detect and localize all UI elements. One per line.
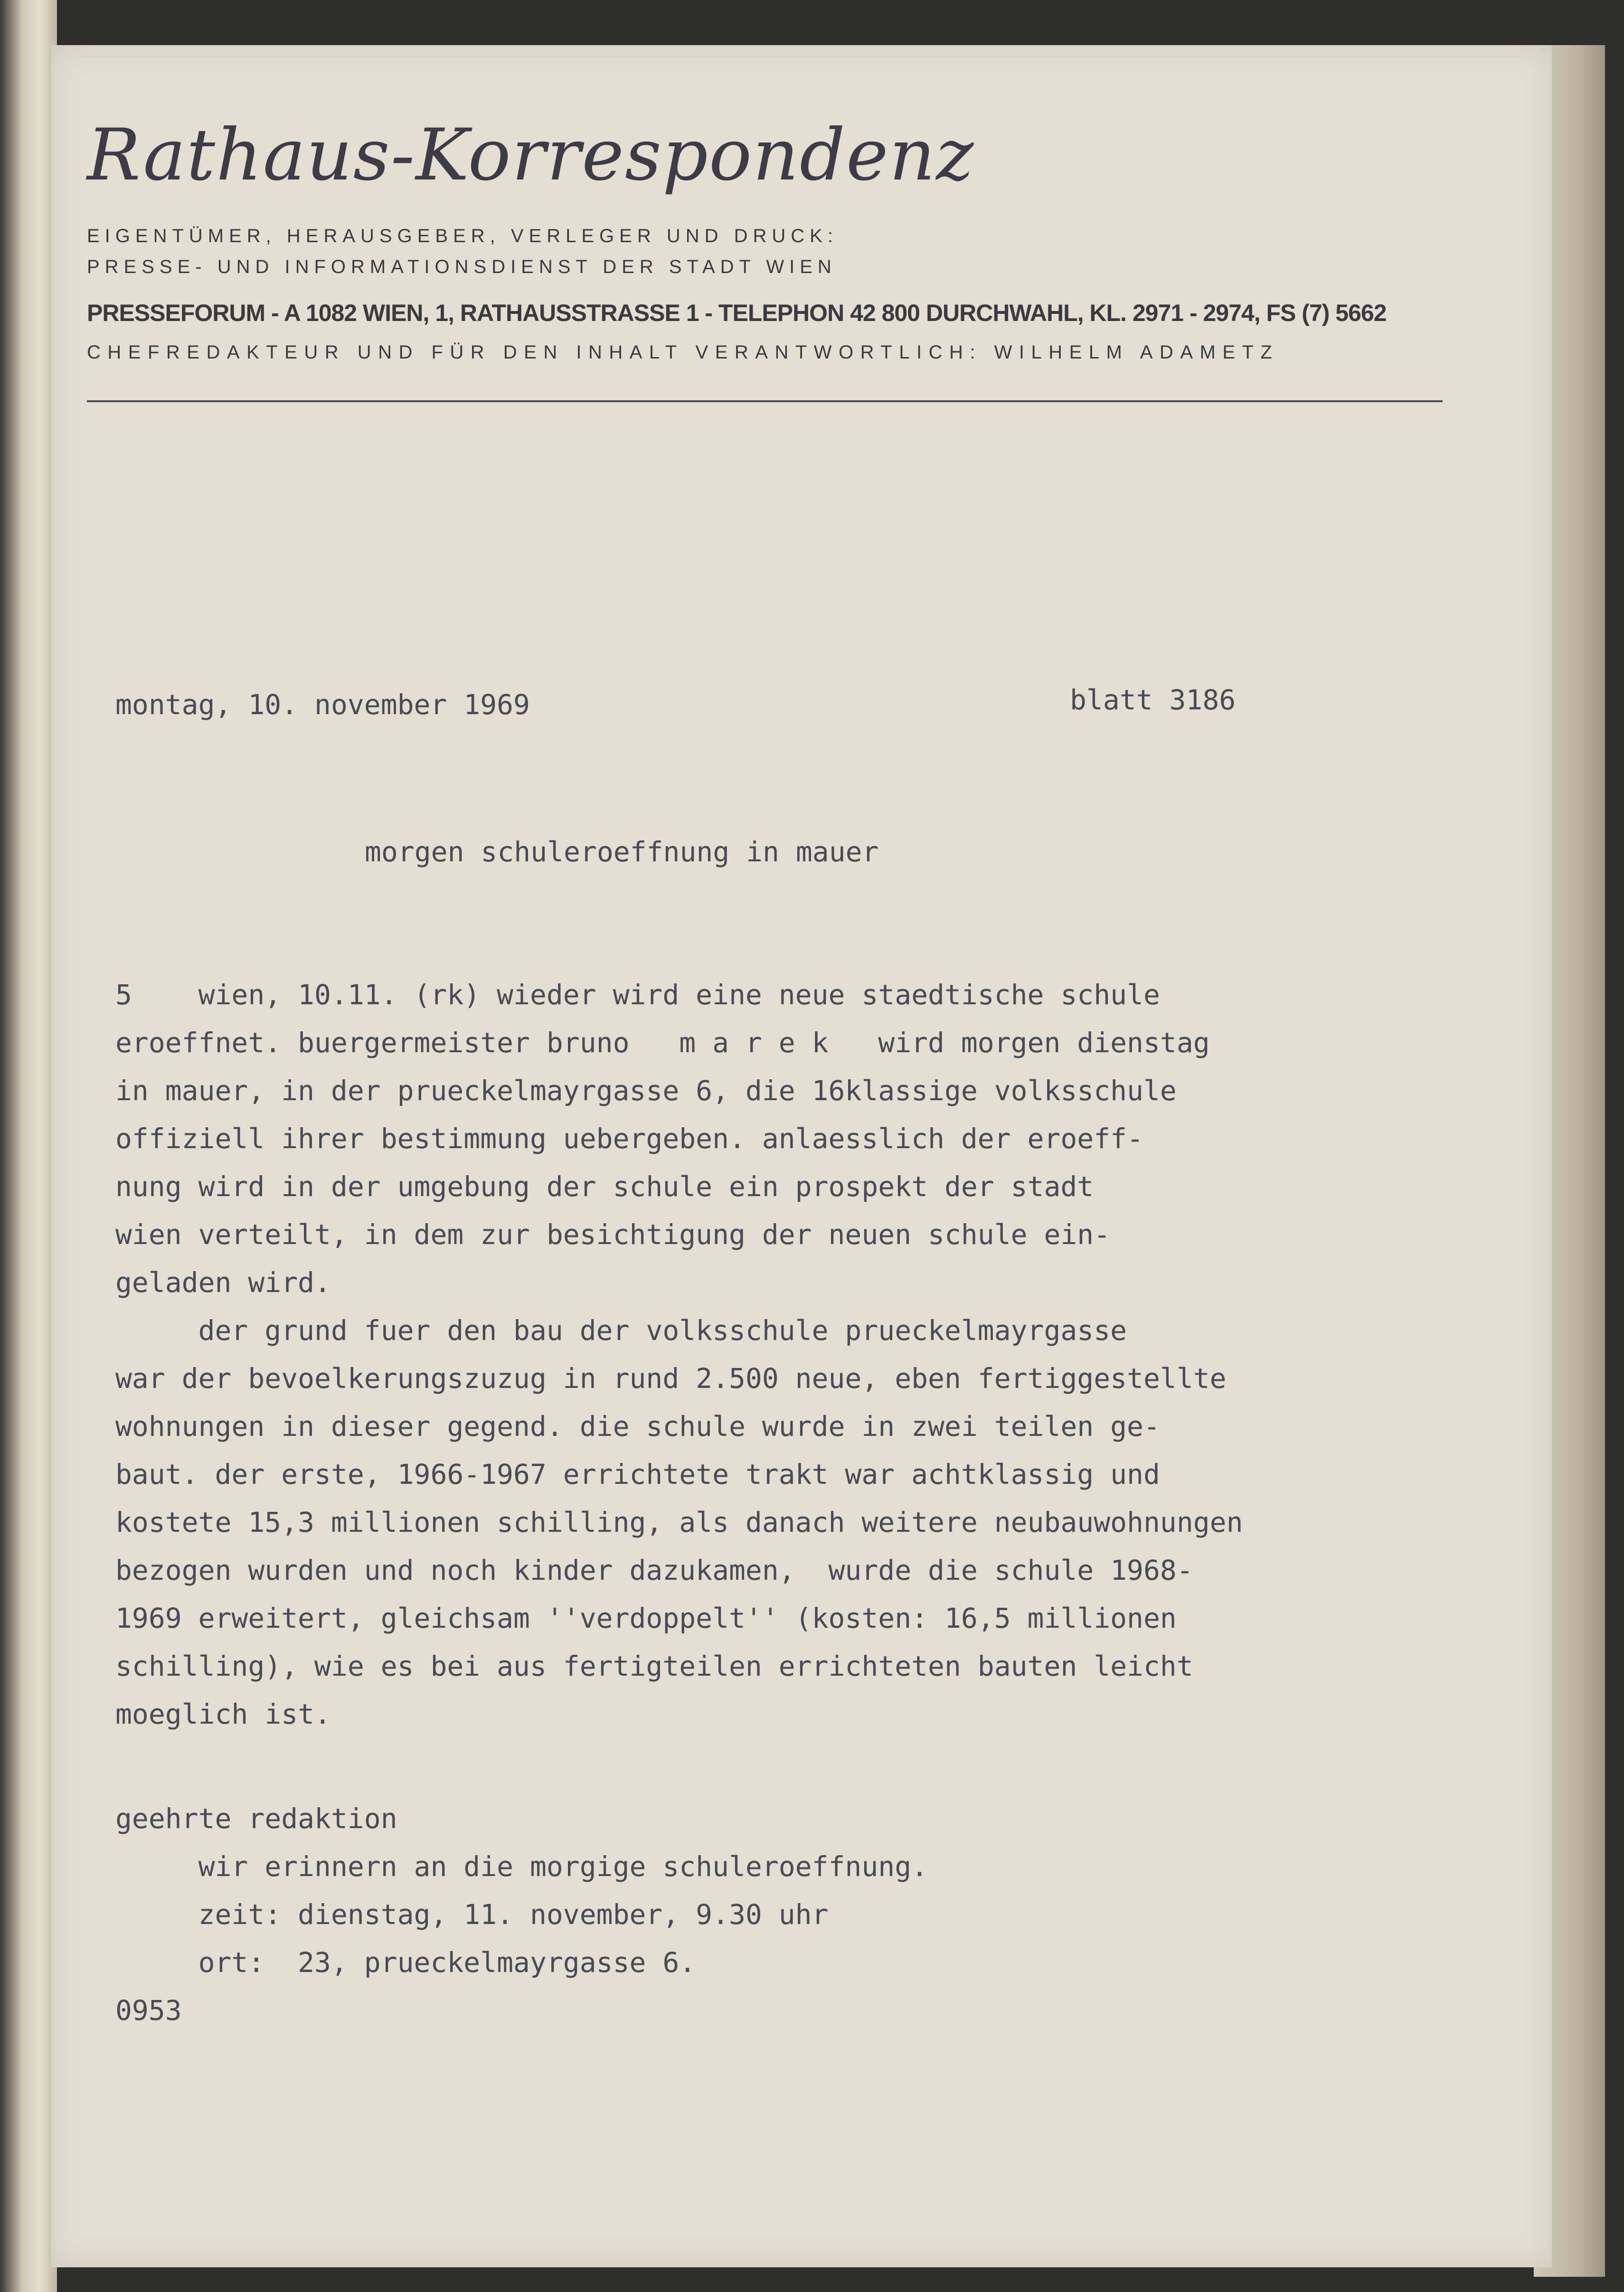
- body-line: kostete 15,3 millionen schilling, als danach weitere neubauwohnungen: [115, 1506, 1243, 1538]
- masthead-address-line: PRESSEFORUM - A 1082 WIEN, 1, RATHAUSSTRASSE 1 - TELEPHON 42 800 DURCHWAHL, KL. 2971 - 2974, FS (7) 5662: [87, 300, 1387, 326]
- body-line: nung wird in der umgebung der schule ein prospekt der stadt: [115, 1170, 1094, 1203]
- notice-salutation: geehrte redaktion: [115, 1802, 397, 1835]
- body-line: 5 wien, 10.11. (rk) wieder wird eine neue staedtische schule: [115, 979, 1160, 1011]
- notice-line: wir erinnern an die morgige schuleroeffnung.: [115, 1850, 928, 1883]
- body-line: 1969 erweitert, gleichsam ''verdoppelt'' (kosten: 16,5 millionen: [115, 1602, 1177, 1634]
- masthead-title: Rathaus-Korrespondenz: [87, 114, 975, 197]
- masthead-editor-line: CHEFREDAKTEUR UND FÜR DEN INHALT VERANTWORTLICH: WILHELM ADAMETZ: [87, 342, 1279, 363]
- masthead-service-line: PRESSE- UND INFORMATIONSDIENST DER STADT WIEN: [87, 256, 837, 277]
- body-line: offiziell ihrer bestimmung uebergeben. anlaesslich der eroeff-: [115, 1122, 1143, 1155]
- article-headline: morgen schuleroeffnung in mauer: [365, 836, 879, 868]
- body-line: moeglich ist.: [115, 1698, 331, 1730]
- masthead-divider: [87, 400, 1443, 402]
- body-line: schilling), wie es bei aus fertigteilen errichteten bauten leicht: [115, 1650, 1193, 1682]
- body-line: eroeffnet. buergermeister bruno m a r e k wird morgen dienstag: [115, 1027, 1210, 1059]
- sheet-number: blatt 3186: [1070, 684, 1236, 716]
- body-line: war der bevoelkerungszuzug in rund 2.500 neue, eben fertiggestellte: [115, 1362, 1227, 1395]
- binding-edge: [0, 0, 57, 2292]
- body-line: der grund fuer den bau der volksschule prueckelmayrgasse: [115, 1314, 1127, 1347]
- dateline: montag, 10. november 1969: [115, 689, 530, 721]
- article-body: [115, 971, 1243, 1738]
- document-page: [51, 45, 1552, 2267]
- body-line: baut. der erste, 1966-1967 errichtete trakt war achtklassig und: [115, 1458, 1160, 1490]
- body-line: wohnungen in dieser gegend. die schule wurde in zwei teilen ge-: [115, 1410, 1160, 1443]
- document-code: 0953: [115, 1994, 182, 2027]
- body-line: wien verteilt, in dem zur besichtigung der neuen schule ein-: [115, 1218, 1111, 1251]
- notice-place: ort: 23, prueckelmayrgasse 6.: [115, 1946, 696, 1979]
- body-line: in mauer, in der prueckelmayrgasse 6, die 16klassige volksschule: [115, 1075, 1177, 1107]
- editor-notice: [115, 1795, 928, 2035]
- masthead-publisher-line: EIGENTÜMER, HERAUSGEBER, VERLEGER UND DRUCK:: [87, 226, 838, 246]
- body-line: bezogen wurden und noch kinder dazukamen, wurde die schule 1968-: [115, 1554, 1193, 1586]
- notice-time: zeit: dienstag, 11. november, 9.30 uhr: [115, 1898, 829, 1931]
- body-line: geladen wird.: [115, 1266, 331, 1299]
